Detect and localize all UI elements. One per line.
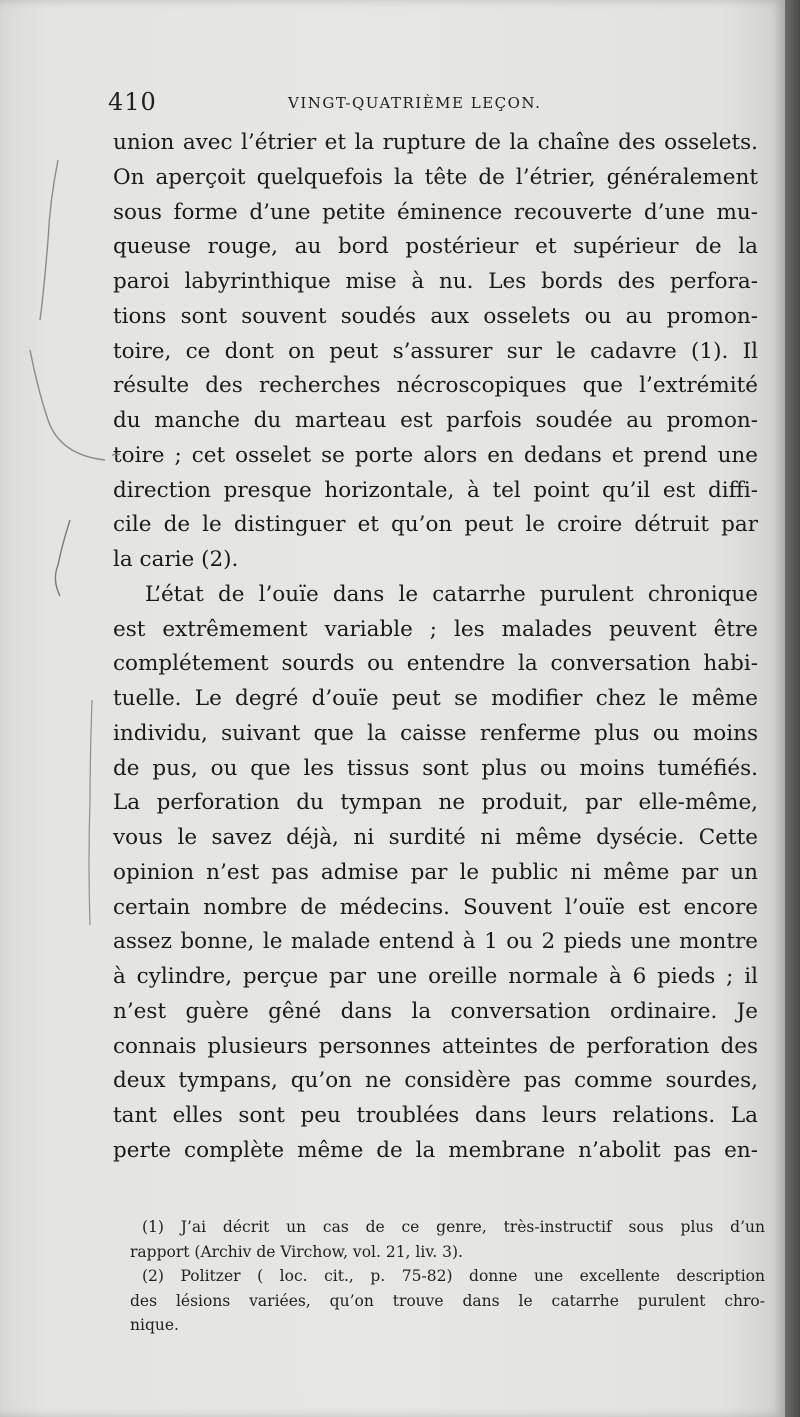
text-line: deux tympans, qu’on ne considère pas comme sourdes, xyxy=(113,1068,758,1094)
text-line: paroi labyrinthique mise à nu. Les bords des perfora- xyxy=(113,269,758,294)
text-line: la carie (2). xyxy=(113,547,239,572)
text-line: de pus, ou que les tissus sont plus ou moins tuméfiés. xyxy=(113,755,758,781)
footnote-line: (1) J’ai décrit un cas de ce genre, très-instructif sous plus d’un xyxy=(142,1218,765,1236)
text-line: n’est guère gêné dans la conversation ordinaire. Je xyxy=(113,998,758,1024)
text-line: perte complète même de la membrane n’abolit pas en- xyxy=(113,1137,758,1163)
text-line: direction presque horizontale, à tel point qu’il est diffi- xyxy=(113,477,758,503)
running-title: VINGT-QUATRIÈME LEÇON. xyxy=(288,94,542,112)
text-line: résulte des recherches nécroscopiques que l’extrémité xyxy=(113,373,758,399)
text-line: vous le savez déjà, ni surdité ni même dysécie. Cette xyxy=(113,825,758,850)
text-line: sous forme d’une petite éminence recouverte d’une mu- xyxy=(113,199,758,225)
text-line: queuse rouge, au bord postérieur et supérieur de la xyxy=(113,234,758,260)
text-line: On aperçoit quelquefois la tête de l’étrier, généralement xyxy=(113,164,758,190)
margin-pencil-stroke xyxy=(40,160,58,320)
body-text xyxy=(113,126,758,1169)
margin-pencil-stroke xyxy=(30,350,105,460)
text-line: certain nombre de médecins. Souvent l’ouïe est encore xyxy=(113,894,758,920)
running-head xyxy=(108,88,758,118)
text-line: toire ; cet osselet se porte alors en dedans et prend une xyxy=(113,442,758,468)
text-line: individu, suivant que la caisse renferme plus ou moins xyxy=(113,720,758,746)
text-line: à cylindre, perçue par une oreille normale à 6 pieds ; il xyxy=(113,964,758,989)
paragraph-start-line: L’état de l’ouïe dans le catarrhe purulent chronique xyxy=(145,581,758,607)
footnote-line: (2) Politzer ( loc. cit., p. 75-82) donne une excellente description xyxy=(142,1267,765,1285)
handwritten-margin-marks xyxy=(0,0,120,1417)
text-line: opinion n’est pas admise par le public ni même par un xyxy=(113,859,758,885)
text-line: tions sont souvent soudés aux osselets ou au promon- xyxy=(113,303,758,329)
footnotes xyxy=(130,1215,765,1338)
text-line: connais plusieurs personnes atteintes de perforation des xyxy=(113,1033,758,1059)
page-number: 410 xyxy=(108,88,157,116)
footnote-line: nique. xyxy=(130,1316,179,1334)
text-line: La perforation du tympan ne produit, par elle-même, xyxy=(113,790,758,816)
footnote-line: des lésions variées, qu’on trouve dans le catarrhe purulent chro- xyxy=(130,1291,765,1310)
text-line: du manche du marteau est parfois soudée au promon- xyxy=(113,408,758,433)
text-line: est extrêmement variable ; les malades peuvent être xyxy=(113,616,758,642)
footnote-line: rapport (Archiv de Virchow, vol. 21, liv. 3). xyxy=(130,1242,463,1261)
margin-pencil-stroke xyxy=(55,520,70,596)
text-line: union avec l’étrier et la rupture de la chaîne des osselets. xyxy=(113,130,758,155)
text-line: assez bonne, le malade entend à 1 ou 2 pieds une montre xyxy=(113,929,758,955)
text-line: tuelle. Le degré d’ouïe peut se modifier chez le même xyxy=(113,686,758,711)
text-line: cile de le distinguer et qu’on peut le croire détruit par xyxy=(113,512,758,538)
margin-pencil-stroke xyxy=(89,700,92,925)
text-line: complétement sourds ou entendre la conversation habi- xyxy=(113,651,758,677)
text-line: tant elles sont peu troublées dans leurs relations. La xyxy=(113,1103,758,1128)
text-line: toire, ce dont on peut s’assurer sur le cadavre (1). Il xyxy=(113,338,758,364)
book-gutter-shadow xyxy=(785,0,800,1417)
